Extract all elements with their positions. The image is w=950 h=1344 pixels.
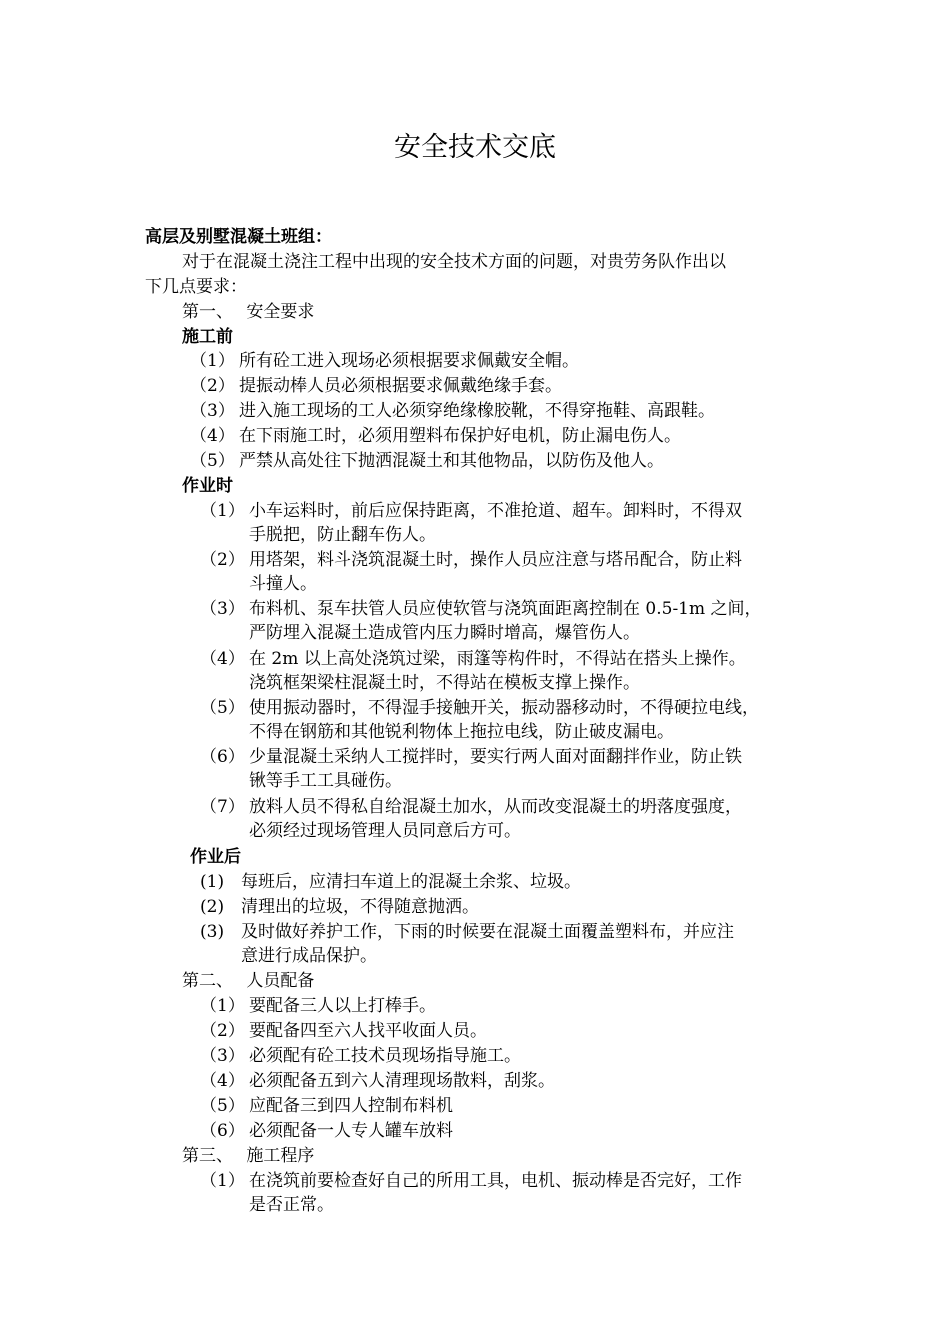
item-text: 意进行成品保护。: [241, 946, 377, 966]
section2-heading-num: 第二、: [182, 971, 233, 991]
item-text: 提振动棒人员必须根据要求佩戴绝缘手套。: [239, 376, 562, 396]
item-num: （4）: [200, 649, 245, 669]
item-num: (3): [200, 922, 225, 942]
item-num: （1）: [190, 351, 235, 371]
item-text: 斗撞人。: [249, 574, 317, 594]
item-num: （5）: [190, 451, 235, 471]
item-text: 在浇筑前要检查好自己的所用工具，电机、振动棒是否完好，工作: [249, 1171, 742, 1191]
item-num: （4）: [190, 426, 235, 446]
list-item: [190, 399, 715, 423]
item-text: 及时做好养护工作，下雨的时候要在混凝土面覆盖塑料布，并应注: [241, 922, 734, 942]
item-text: 要配备四至六人找平收面人员。: [249, 1021, 487, 1041]
item-text: 锹等手工工具碰伤。: [249, 771, 402, 791]
item-text: 浇筑框架梁柱混凝土时，不得站在模板支撑上操作。: [249, 673, 640, 693]
item-text: 所有砼工进入现场必须根据要求佩戴安全帽。: [239, 351, 579, 371]
item-num: （6）: [200, 747, 245, 767]
item-text: 必须配有砼工技术员现场指导施工。: [249, 1046, 521, 1066]
section1-heading: [182, 300, 314, 324]
item-text: 放料人员不得私自给混凝土加水，从而改变混凝土的坍落度强度，: [249, 797, 742, 817]
item-text: 是否正常。: [249, 1195, 334, 1215]
item-text: 必须配备一人专人罐车放料: [249, 1121, 453, 1141]
during-title: 作业时: [182, 476, 233, 496]
item-num: （2）: [200, 1021, 245, 1041]
item-text: 应配备三到四人控制布料机: [249, 1096, 453, 1116]
item-text: 不得在钢筋和其他锐利物体上拖拉电线，防止破皮漏电。: [249, 722, 674, 742]
list-item: [190, 349, 579, 373]
section2-heading-text: 人员配备: [246, 971, 315, 991]
item-num: （1）: [200, 996, 245, 1016]
item-num: （3）: [190, 401, 235, 421]
item-num: （1）: [200, 501, 245, 521]
section3-heading-text: 施工程序: [246, 1146, 315, 1166]
item-text: 要配备三人以上打棒手。: [249, 996, 436, 1016]
item-text: 布料机、泵车扶管人员应使软管与浇筑面距离控制在 0.5-1m 之间，: [249, 599, 762, 619]
item-num: (1): [200, 872, 225, 892]
section1-heading-num: 第一、: [182, 302, 233, 322]
item-num: （2）: [190, 376, 235, 396]
item-text: 小车运料时，前后应保持距离，不准抢道、超车。卸料时，不得双: [249, 501, 742, 521]
item-num: (2): [200, 897, 225, 917]
item-num: （5）: [200, 698, 245, 718]
item-text: 少量混凝土采纳人工搅拌时，要实行两人面对面翻拌作业，防止铁: [249, 747, 742, 767]
item-text: 严禁从高处往下抛洒混凝土和其他物品，以防伤及他人。: [239, 451, 664, 471]
item-text: 每班后，应清扫车道上的混凝土余浆、垃圾。: [241, 872, 581, 892]
list-item: [190, 424, 681, 448]
section3-heading-num: 第三、: [182, 1146, 233, 1166]
item-num: （6）: [200, 1121, 245, 1141]
item-text: 使用振动器时，不得湿手接触开关，振动器移动时，不得硬拉电线，: [249, 698, 759, 718]
list-item: [190, 449, 664, 473]
item-num: （7）: [200, 797, 245, 817]
section2-heading: [182, 969, 314, 993]
item-text: 用塔架，料斗浇筑混凝土时，操作人员应注意与塔吊配合，防止料: [249, 550, 742, 570]
item-text: 手脱把，防止翻车伤人。: [249, 525, 436, 545]
item-text: 进入施工现场的工人必须穿绝缘橡胶靴，不得穿拖鞋、高跟鞋。: [239, 401, 715, 421]
after-title: 作业后: [190, 847, 241, 867]
intro-line-2: 下几点要求：: [145, 277, 247, 297]
item-text: 必须经过现场管理人员同意后方可。: [249, 821, 521, 841]
item-num: （4）: [200, 1071, 245, 1091]
before-title: 施工前: [182, 327, 233, 347]
item-num: （1）: [200, 1171, 245, 1191]
item-text: 严防埋入混凝土造成管内压力瞬时增高，爆管伤人。: [249, 623, 640, 643]
section3-heading: [182, 1144, 314, 1168]
item-text: 在 2m 以上高处浇筑过梁，雨篷等构件时，不得站在搭头上操作。: [249, 649, 746, 669]
list-item: [190, 374, 562, 398]
item-num: （2）: [200, 550, 245, 570]
item-text: 必须配备五到六人清理现场散料，刮浆。: [249, 1071, 555, 1091]
intro-line-1: 对于在混凝土浇注工程中出现的安全技术方面的问题，对贵劳务队作出以: [182, 252, 726, 272]
item-num: （3）: [200, 1046, 245, 1066]
page-title: 安全技术交底: [394, 132, 556, 163]
section1-heading-text: 安全要求: [246, 302, 315, 322]
item-text: 在下雨施工时，必须用塑料布保护好电机，防止漏电伤人。: [239, 426, 681, 446]
item-text: 清理出的垃圾，不得随意抛洒。: [241, 897, 479, 917]
addressee: 高层及别墅混凝土班组：: [145, 227, 332, 247]
item-num: （5）: [200, 1096, 245, 1116]
item-num: （3）: [200, 599, 245, 619]
